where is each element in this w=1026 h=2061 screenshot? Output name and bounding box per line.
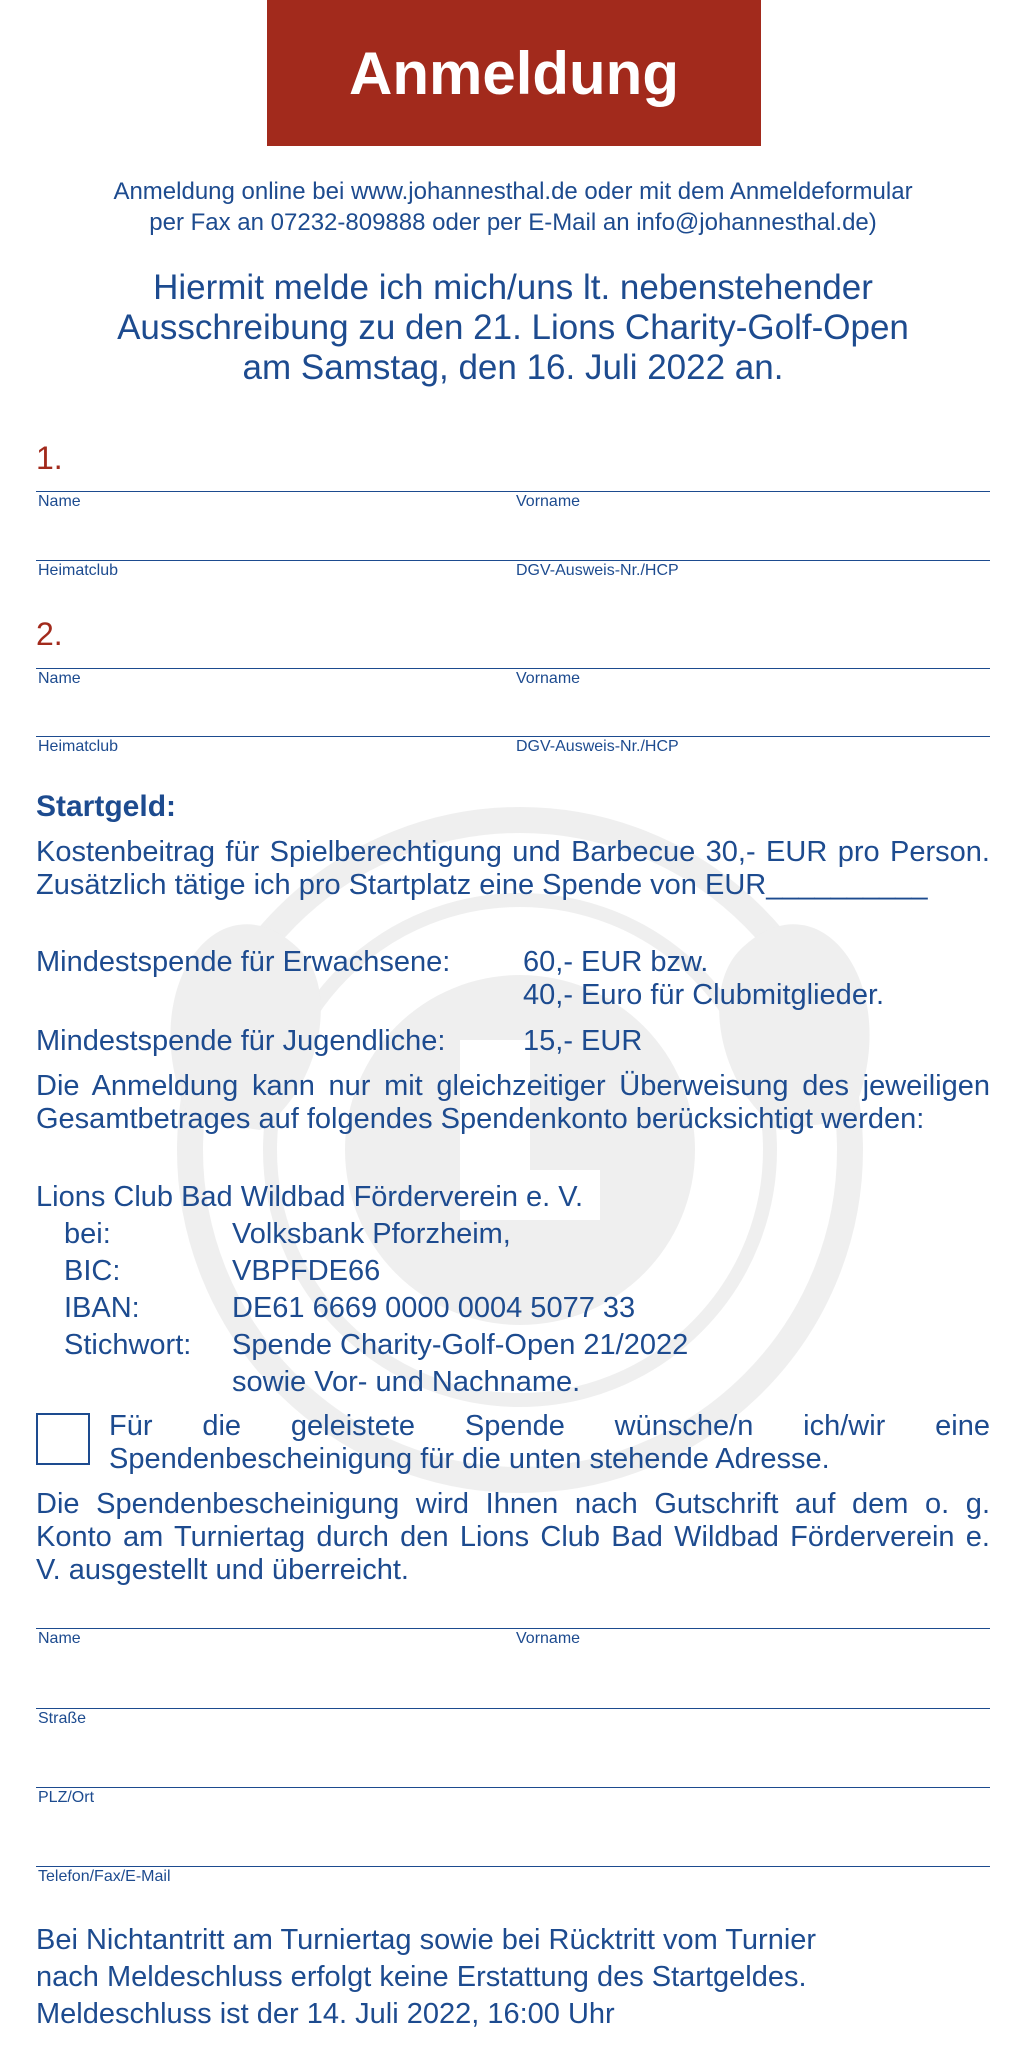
stichwort-label: Stichwort:	[64, 1329, 192, 1361]
address-strasse-line[interactable]	[36, 1708, 990, 1709]
footer-line: Meldeschluss ist der 14. Juli 2022, 16:00 Uhr	[36, 1998, 615, 2030]
bank-iban-row	[64, 1292, 635, 1325]
player-2-club-line[interactable]	[36, 736, 990, 737]
address-name-label: Name	[38, 1630, 81, 1647]
iban-value: DE61 6669 0000 0004 5077 33	[232, 1292, 636, 1324]
player-1-vorname-label: Vorname	[516, 493, 581, 510]
bic-label: BIC:	[64, 1255, 121, 1287]
address-plz-line[interactable]	[36, 1787, 990, 1788]
address-name-line[interactable]	[36, 1628, 990, 1629]
player-2-dgv-label: DGV-Ausweis-Nr./HCP	[516, 738, 679, 755]
jugendliche-label: Mindestspende für Jugendliche:	[36, 1025, 446, 1057]
player-2-name-label: Name	[38, 670, 81, 687]
bank-stichwort-row	[64, 1329, 688, 1362]
verein-name: Lions Club Bad Wildbad Förderverein e. V.	[36, 1181, 584, 1213]
footer-line: nach Meldeschluss erfolgt keine Erstattung des Startgeldes.	[36, 1961, 807, 1993]
address-plz-label: PLZ/Ort	[38, 1789, 95, 1806]
stichwort-value-2: sowie Vor- und Nachname.	[232, 1366, 581, 1398]
intro-line: Anmeldung online bei www.johannesthal.de oder mit dem Anmeldeformular	[113, 178, 913, 205]
jugendliche-value: 15,- EUR	[523, 1025, 643, 1057]
intro-line: per Fax an 07232-809888 oder per E-Mail an info@johannesthal.de)	[149, 209, 877, 236]
clubmitglieder-value: 40,- Euro für Clubmitglieder.	[523, 979, 885, 1011]
footer-line: Bei Nichtantritt am Turniertag sowie bei Rücktritt vom Turnier	[36, 1924, 817, 1956]
player-1-name-line[interactable]	[36, 491, 990, 492]
spendenbescheinigung-checkbox[interactable]	[36, 1413, 90, 1465]
address-strasse-label: Straße	[38, 1710, 87, 1727]
mindestspende-erwachsene	[36, 946, 708, 979]
page-title: Anmeldung	[349, 39, 679, 107]
ueberweisung-hinweis: Die Anmeldung kann nur mit gleichzeitiger Überweisung des jeweiligen Gesamtbetrages auf folgendes Spendenkonto berücksichtigt werden:	[36, 1070, 990, 1135]
bic-value: VBPFDE66	[232, 1255, 381, 1287]
address-kontakt-label: Telefon/Fax/E-Mail	[38, 1868, 171, 1885]
mindestspende-clubmitglieder	[36, 979, 884, 1012]
stichwort-value: Spende Charity-Golf-Open 21/2022	[232, 1329, 689, 1361]
kostenbeitrag-text: Kostenbeitrag für Spielberechtigung und Barbecue 30,- EUR pro Person. Zusätzlich tätige ich pro Startplatz eine Spende von EUR__________	[36, 836, 990, 901]
player-1-heimatclub-label: Heimatclub	[38, 562, 119, 579]
registration-statement	[36, 268, 990, 388]
bei-value: Volksbank Pforzheim,	[232, 1218, 511, 1250]
headline-line: Ausschreibung zu den 21. Lions Charity-Golf-Open	[117, 308, 909, 347]
mindestspende-jugendliche	[36, 1025, 642, 1058]
bank-bic-row	[64, 1255, 380, 1288]
iban-label: IBAN:	[64, 1292, 140, 1324]
erwachsene-value: 60,- EUR bzw.	[523, 946, 709, 978]
erwachsene-label: Mindestspende für Erwachsene:	[36, 946, 451, 978]
player-1-number: 1.	[36, 440, 63, 476]
player-2-heimatclub-label: Heimatclub	[38, 738, 119, 755]
bei-label: bei:	[64, 1218, 111, 1250]
footer-notice	[36, 1922, 990, 2033]
player-1-club-line[interactable]	[36, 560, 990, 561]
player-2-vorname-label: Vorname	[516, 670, 581, 687]
player-2-name-line[interactable]	[36, 668, 990, 669]
player-2-number: 2.	[36, 616, 63, 652]
address-vorname-label: Vorname	[516, 1630, 581, 1647]
address-kontakt-line[interactable]	[36, 1866, 990, 1867]
checkbox-label: Für die geleistete Spende wünsche/n ich/wir eine Spendenbescheinigung für die unten stehende Adresse.	[109, 1410, 990, 1475]
player-1-name-label: Name	[38, 493, 81, 510]
online-registration-info	[36, 176, 990, 238]
bescheinigung-text: Die Spendenbescheinigung wird Ihnen nach Gutschrift auf dem o. g. Konto am Turniertag durch den Lions Club Bad Wildbad Förderverein e. V. ausgestellt und überreicht.	[36, 1488, 990, 1586]
startgeld-heading: Startgeld:	[36, 790, 177, 823]
headline-line: am Samstag, den 16. Juli 2022 an.	[242, 348, 784, 387]
player-1-dgv-label: DGV-Ausweis-Nr./HCP	[516, 562, 679, 579]
bank-stichwort-row-2	[64, 1366, 580, 1399]
title-banner	[267, 0, 761, 146]
headline-line: Hiermit melde ich mich/uns lt. nebenstehender	[153, 268, 873, 307]
bank-bei-row	[64, 1218, 511, 1251]
